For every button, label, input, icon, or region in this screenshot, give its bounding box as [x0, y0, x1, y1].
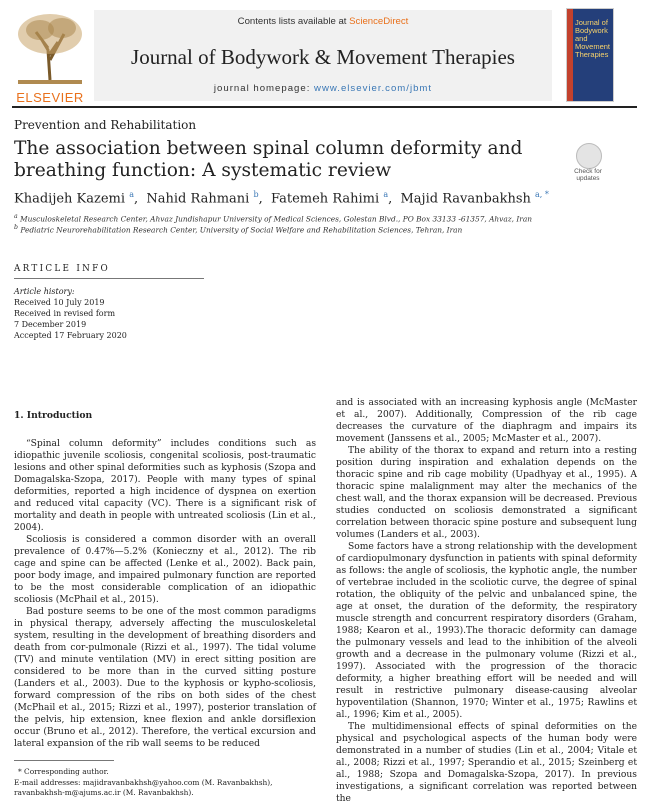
history-item: Accepted 17 February 2020 [14, 331, 127, 340]
paragraph: and is associated with an increasing kyphosis angle (McMaster et al., 2007). Additionally, Compression of the rib cage decreases the curvature of the diaphragm and impairs its movement (Janssens et al., 2005; McMaster et al., 2007). [336, 398, 637, 444]
footnote-rule [14, 760, 114, 761]
author-name: Majid Ravanbakhsh [400, 191, 531, 207]
affiliation: $^a$ Musculoskeletal Research Center, Ahvaz Jundishapur University of Medical Sciences, Golestan Blvd., PO Box 33133 -61357, Ahvaz, Iran [14, 213, 532, 224]
elsevier-wordmark: ELSEVIER [16, 90, 84, 105]
paragraph: The ability of the thorax to expand and return into a resting position during inspiration and exhalation depends on the thoracic spine and rib cage mobility (Upadhyay et al., 1995). A thoracic spine malalignment may alter the mechanics of the chest wall, and the thorax expansion will be decreased. Previous studies conducted on scoliosis demonstrated a significant correlation between thoracic spine posture and subsequent lung volumes (Landers et al., 2003). [336, 446, 637, 540]
contents-line: Contents lists available at ScienceDirect [237, 16, 409, 27]
header-rule [12, 106, 637, 108]
history-item: Received 10 July 2019 [14, 298, 105, 307]
article-info-heading: ARTICLE INFO [14, 264, 111, 274]
article-title: The association between spinal column deformity and breathing function: A systematic review [14, 138, 523, 181]
elsevier-logo[interactable] [12, 10, 88, 105]
body-left-column [14, 438, 316, 750]
history-item: 7 December 2019 [14, 320, 87, 329]
crossmark-icon [576, 143, 602, 169]
cover-title: Journal of Bodywork and Movement Therapies [575, 18, 611, 59]
tree-emblem-icon [12, 10, 88, 88]
email-addresses: E-mail addresses: majidravanbakhsh@yahoo.com (M. Ravanbakhsh), ravanbakhsh-m@ajums.ac.ir (M. Ravanbakhsh). [14, 778, 273, 797]
author-name: Khadijeh Kazemi [14, 191, 126, 207]
section-heading: 1. Introduction [14, 410, 93, 421]
homepage-link[interactable]: www.elsevier.com/jbmt [314, 83, 433, 94]
paragraph: Scoliosis is considered a common disorder with an overall prevalence of 0.47%—5.2% (Konieczny et al., 2012). The rib cage and spine can be affected (Lenke et al., 2002). Back pain, poor body image, and impaired pulmonary function are reported to be the most considerable complication of an idiopathic scoliosis (McPhail et al., 2015). [14, 535, 316, 605]
paragraph: Some factors have a strong relationship with the development of cardiopulmonary dysfunction in patients with spinal deformity as follows: the angle of scoliosis, the kyphotic angle, the number of vertebrae included in the scoliotic curve, the degree of spinal rotation, the obliquity of the pelvic and unbalanced spine, the age at onset, the duration of the deformity, the respiratory muscle strength and concurrent respiratory disorders (Graham, 1988; Kearon et al., 1993).The thoracic deformity can damage the pulmonary vessels and lead to the inhibition of the alveoli growth and a decrease in the pulmonary volume (Rizzi et al., 1997). Associated with the progression of the thoracic deformity, a higher breathing effort will be needed and will result in restrictive pulmonary disease-causing alveolar hypoventilation (Shannon, 1970; Winter et al., 1975; Rawlins et al., 1996; Kim et al., 2005). [336, 542, 637, 720]
history-item: Received in revised form [14, 309, 116, 318]
journal-title: Journal of Bodywork & Movement Therapies [131, 45, 515, 69]
journal-header [94, 10, 552, 101]
paragraph: Bad posture seems to be one of the most common paradigms in physical therapy, adversely affecting the musculoskeletal system, resulting in the development of breathing disorders and death from cor-pulmonale (Rizzi et al., 1997). The tidal volume (TV) and minute ventilation (MV) in erect sitting position are considered to be more than in the curved sitting posture (Landers et al., 2003). Due to the kyphosis or kypho-scoliosis, forward compression of the ribs on both sides of the chest (McPhail et al., 2015; Rizzi et al., 1997), posterior translation of the pelvis, hip extension, knee flexion and ankle dorsiflexion occur (Bruno et al., 2012). Therefore, the vertical excursion and lateral expansion of the rib wall seems to be reduced [14, 607, 316, 749]
sciencedirect-link[interactable]: ScienceDirect [349, 16, 409, 27]
paragraph: The multidimensional effects of spinal deformities on the physical and psychological aspects of the human body were demonstrated in a number of studies (Lin et al., 2004; Vitale et al., 2008; Rizzi et al., 1997; Sperandio et al., 2015; Szeinberg et al., 1988; Szopa and Domagalska-Szopa, 2017). In previous investigations, a significant correlation was reported between the [336, 722, 637, 804]
corresponding-author-note: * Corresponding author. [18, 767, 109, 776]
article-info-rule [14, 278, 204, 279]
journal-homepage: journal homepage: www.elsevier.com/jbmt [213, 83, 433, 94]
paragraph: “Spinal column deformity” includes conditions such as idiopathic juvenile scoliosis, congenital scoliosis, post-traumatic lesions and other spinal deformities such as kyphosis (Szopa and Domagalska-Szopa, 2017). People with many types of spinal deformities, reported a high incidence of dyspnea on exertion and reduced vital capacity (VC). There is a significant risk of mortality and death in people with untreated scoliosis (Lin et al., 2004). [14, 439, 316, 533]
affiliation: $^b$ Pediatric Neurorehabilitation Research Center, University of Social Welfare and Rehabilitation Sciences, Tehran, Iran [14, 224, 463, 235]
author-name: Fatemeh Rahimi [270, 191, 380, 207]
author-list: Khadijeh Kazemi $^a$, Nahid Rahmani $^b$, Fatemeh Rahimi $^a$, Majid Ravanbakhsh $^{a, *}$ [14, 190, 549, 207]
author-name: Nahid Rahmani [146, 191, 250, 207]
journal-cover[interactable] [566, 8, 614, 102]
history-label: Article history: [14, 287, 75, 296]
check-for-updates-badge[interactable]: Check for updates [570, 143, 606, 183]
body-right-column [336, 397, 637, 805]
section-label: Prevention and Rehabilitation [14, 118, 197, 132]
